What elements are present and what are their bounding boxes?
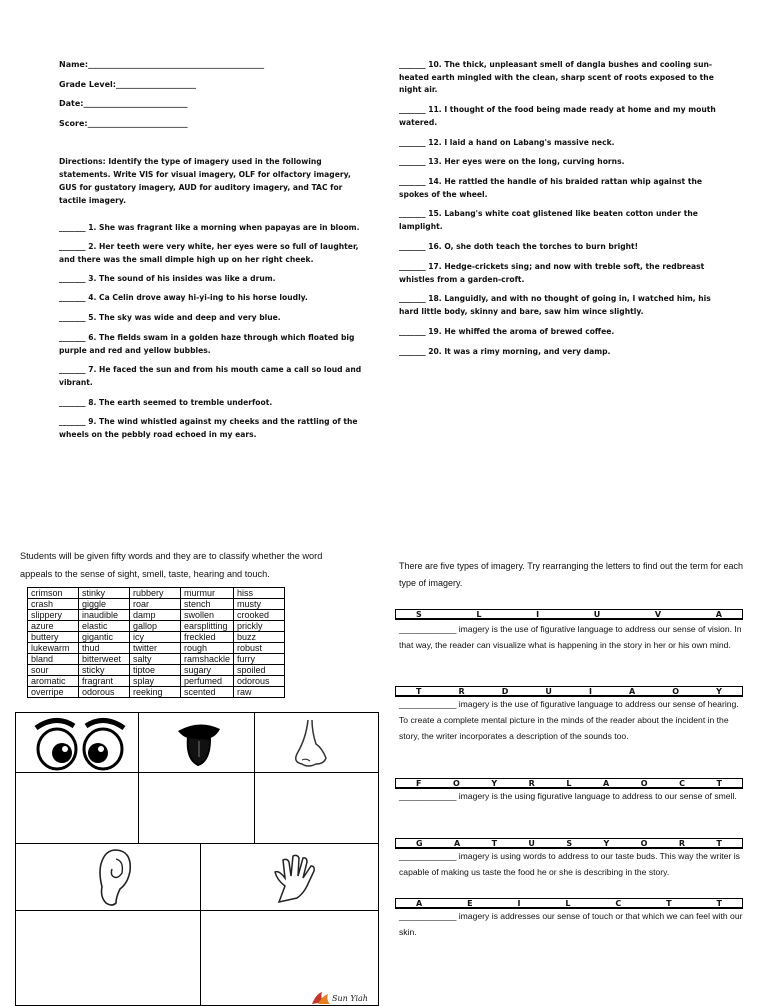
scramble-letter: C	[615, 899, 622, 908]
word-cell: ramshackle	[181, 654, 234, 665]
grid-cell-nose	[254, 712, 379, 773]
question-11: _______ 11. I thought of the food being made ready at home and my mouth watered.	[399, 105, 716, 127]
scramble-letter: L	[476, 610, 482, 619]
scramble-letter: A	[629, 687, 636, 696]
scramble-letter: G	[416, 839, 423, 848]
word-table-row	[28, 599, 285, 610]
scramble-letter: T	[716, 779, 722, 788]
word-cell: damp	[130, 610, 181, 621]
word-table-row	[28, 610, 285, 621]
directions: Directions: Identify the type of imagery used in the following statements. Write VIS for visual imagery, OLF for olfactory imagery, GUS for gustatory imagery, AUD for auditory imagery, and TAC for tactile imagery.	[59, 157, 351, 205]
grid-cell-empty-2	[138, 772, 255, 844]
word-cell: odorous	[234, 676, 285, 687]
scramble-intro: There are five types of imagery. Try rearranging the letters to find out the term for each type of imagery.	[399, 561, 743, 588]
question-9: _______ 9. The wind whistled against my cheeks and the rattling of the wheels on the pebbly road echoed in my ears.	[59, 417, 358, 439]
word-cell: bitterweet	[79, 654, 130, 665]
scramble-letter: T	[716, 899, 722, 908]
word-cell: rough	[181, 643, 234, 654]
word-cell: sticky	[79, 665, 130, 676]
question-1: _______ 1. She was fragrant like a morning when papayas are in bloom.	[59, 223, 360, 232]
question-13: _______ 13. Her eyes were on the long, curving horns.	[399, 157, 625, 166]
word-cell: stinky	[79, 588, 130, 599]
scramble-letter: L	[565, 899, 571, 908]
grid-cell-empty-4	[15, 910, 201, 1006]
visual-description: ____________ imagery is the use of figurative language to address our sense of vision. In that way, the reader can visualize what is happening in the story in her or his own mind.	[399, 624, 742, 650]
grid-cell-tongue	[138, 712, 255, 773]
word-cell: salty	[130, 654, 181, 665]
ear-icon	[94, 847, 134, 909]
question-19: _______ 19. He whiffed the aroma of brewed coffee.	[399, 327, 615, 336]
scramble-letter: A	[715, 610, 722, 619]
question-6: _______ 6. The fields swam in a golden haze through which floated big purple and red and yellow bubbles.	[59, 333, 355, 355]
scramble-letter: O	[640, 779, 648, 788]
scramble-letter: A	[416, 899, 423, 908]
word-cell: raw	[234, 687, 285, 698]
question-14: _______ 14. He rattled the handle of his braided rattan whip against the spokes of the wheel.	[399, 177, 703, 199]
word-cell: spoiled	[234, 665, 285, 676]
word-cell: roar	[130, 599, 181, 610]
scramble-letter: R	[678, 839, 686, 848]
word-cell: bland	[28, 654, 79, 665]
question-2: _______ 2. Her teeth were very white, her eyes were so full of laughter, and there was the small dimple high up on her right cheek.	[59, 242, 359, 264]
word-table-row	[28, 687, 285, 698]
scramble-letter: O	[453, 779, 460, 788]
hand-icon	[269, 850, 323, 906]
question-10: _______ 10. The thick, unpleasant smell of dangla bushes and cooling sun-heated earth mingled with the clean, sharp scent of roots exposed to the night air.	[399, 60, 714, 94]
grade-level-field: Grade Level:____________________	[59, 80, 196, 89]
scramble-letter: D	[501, 687, 509, 696]
scramble-letter: I	[536, 610, 540, 619]
svg-text:Sun Yiah: Sun Yiah	[332, 994, 368, 1003]
score-field: Score:_________________________	[59, 119, 188, 128]
word-cell: fragrant	[79, 676, 130, 687]
scramble-letter: Y	[603, 839, 610, 848]
word-cell: stench	[181, 599, 234, 610]
scramble-letter: T	[416, 687, 422, 696]
scramble-letter: T	[666, 899, 672, 908]
word-table-row	[28, 621, 285, 632]
auditory-description: ____________ imagery is the use of figurative language to address our sense of hearing. To create a complete mental picture in the minds of the reader about the incident in the story, the writer incorporates a description of the sounds too.	[399, 699, 739, 741]
scramble-letter: Y	[716, 687, 722, 696]
word-cell: slippery	[28, 610, 79, 621]
word-table-row	[28, 654, 285, 665]
word-table	[27, 587, 285, 698]
scramble-letter: S	[566, 839, 573, 848]
question-4: _______ 4. Ca Celin drove away hi-yi-ing to his horse loudly.	[59, 293, 308, 302]
scramble-letter: O	[672, 687, 680, 696]
date-field: Date:__________________________	[59, 99, 188, 108]
word-cell: overripe	[28, 687, 79, 698]
tongue-icon	[174, 719, 224, 769]
word-table-row	[28, 643, 285, 654]
word-cell: rubbery	[130, 588, 181, 599]
grid-cell-hand	[200, 843, 379, 911]
question-17: _______ 17. Hedge-crickets sing; and now with treble soft, the redbreast whistles from a garden-croft.	[399, 262, 705, 284]
nose-icon	[290, 718, 330, 770]
word-cell: icy	[130, 632, 181, 643]
scramble-letters-visual	[395, 609, 743, 620]
grid-cell-empty-3	[254, 772, 379, 844]
word-cell: crooked	[234, 610, 285, 621]
scramble-letter: U	[593, 610, 601, 619]
eyes-icon	[30, 716, 130, 772]
gustatory-description: ____________ imagery is using words to address to our taste buds. This way the writer is capable of making us taste the food he or she is describing in the story.	[399, 851, 740, 877]
word-cell: azure	[28, 621, 79, 632]
word-cell: musty	[234, 599, 285, 610]
word-cell: inaudible	[79, 610, 130, 621]
scramble-letter: S	[416, 610, 422, 619]
word-cell: gigantic	[79, 632, 130, 643]
scramble-letter: I	[517, 899, 521, 908]
word-cell: tiptoe	[130, 665, 181, 676]
word-cell: buttery	[28, 632, 79, 643]
question-15: _______ 15. Labang's white coat glistened like beaten cotton under the lamplight.	[399, 209, 698, 231]
scramble-letter: E	[467, 899, 473, 908]
question-7: _______ 7. He faced the sun and from his mouth came a call so loud and vibrant.	[59, 365, 362, 387]
olfactory-description: ____________ imagery is the using figurative language to address to our sense of smell.	[399, 791, 737, 801]
word-table-row	[28, 588, 285, 599]
word-cell: gallop	[130, 621, 181, 632]
scramble-letter: A	[453, 839, 461, 848]
scramble-letter: U	[545, 687, 552, 696]
word-cell: scented	[181, 687, 234, 698]
word-cell: robust	[234, 643, 285, 654]
word-cell: murmur	[181, 588, 234, 599]
word-cell: thud	[79, 643, 130, 654]
scramble-letter: R	[528, 779, 535, 788]
scramble-letter: L	[566, 779, 572, 788]
word-cell: prickly	[234, 621, 285, 632]
name-field: Name:____________________________________________	[59, 60, 265, 69]
word-cell: sugary	[181, 665, 234, 676]
word-cell: swollen	[181, 610, 234, 621]
word-cell: elastic	[79, 621, 130, 632]
word-cell: odorous	[79, 687, 130, 698]
word-cell: buzz	[234, 632, 285, 643]
scramble-letter: T	[491, 839, 498, 848]
scramble-letter: F	[416, 779, 422, 788]
word-cell: splay	[130, 676, 181, 687]
scramble-letter: U	[528, 839, 535, 848]
scramble-letter: R	[458, 687, 465, 696]
scramble-letter: Y	[491, 779, 498, 788]
word-cell: crash	[28, 599, 79, 610]
scramble-letter: C	[679, 779, 685, 788]
word-table-row	[28, 632, 285, 643]
question-3: _______ 3. The sound of his insides was like a drum.	[59, 274, 276, 283]
tactile-description: ____________ imagery is addresses our sense of touch or that which we can feel with our skin.	[399, 911, 743, 937]
scramble-letter: O	[640, 839, 648, 848]
word-cell: aromatic	[28, 676, 79, 687]
word-cell: sour	[28, 665, 79, 676]
question-5: _______ 5. The sky was wide and deep and very blue.	[59, 313, 281, 322]
word-cell: freckled	[181, 632, 234, 643]
scramble-letter: I	[588, 687, 592, 696]
word-table-row	[28, 676, 285, 687]
word-intro: Students will be given fifty words and they are to classify whether the word appeals to the sense of sight, smell, taste, hearing and touch.	[20, 551, 323, 579]
grid-cell-eyes	[15, 712, 139, 773]
scramble-letter: V	[654, 610, 662, 619]
word-cell: furry	[234, 654, 285, 665]
word-table-row	[28, 665, 285, 676]
word-cell: reeking	[130, 687, 181, 698]
question-12: _______ 12. I laid a hand on Labang's massive neck.	[399, 138, 615, 147]
word-cell: earsplitting	[181, 621, 234, 632]
word-cell: lukewarm	[28, 643, 79, 654]
grid-cell-ear	[15, 843, 201, 911]
question-18: _______ 18. Languidly, and with no thought of going in, I watched him, his hard little body, skinny and bare, saw him wince slightly.	[399, 294, 711, 316]
scramble-letter: A	[603, 779, 610, 788]
logo-icon	[310, 990, 370, 1006]
word-cell: perfumed	[181, 676, 234, 687]
question-20: _______ 20. It was a rimy morning, and very damp.	[399, 347, 611, 356]
question-16: _______ 16. O, she doth teach the torches to burn bright!	[399, 242, 639, 251]
word-cell: giggle	[79, 599, 130, 610]
question-8: _______ 8. The earth seemed to tremble underfoot.	[59, 398, 273, 407]
grid-cell-empty-1	[15, 772, 139, 844]
word-cell: twitter	[130, 643, 181, 654]
scramble-letter: T	[716, 839, 722, 848]
word-cell: crimson	[28, 588, 79, 599]
word-cell: hiss	[234, 588, 285, 599]
